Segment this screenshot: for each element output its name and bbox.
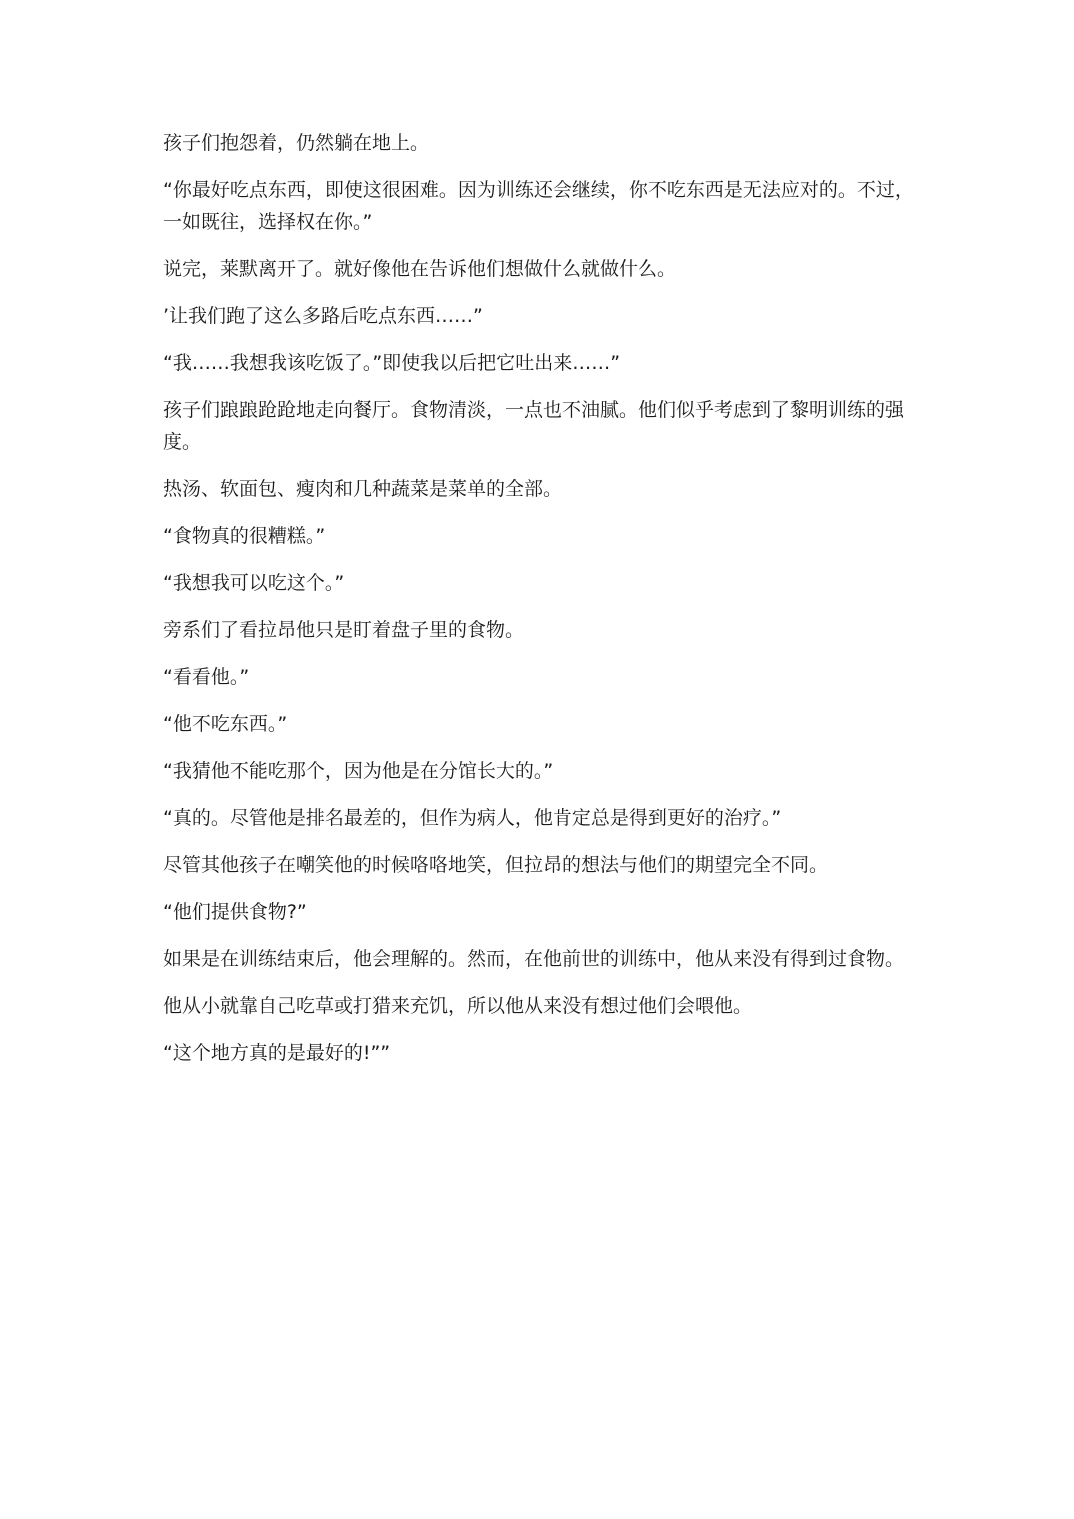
paragraph: “这个地方真的是最好的!”” [163,1042,391,1064]
paragraph: “看看他。” [163,666,250,688]
paragraph: 热汤、软面包、瘦肉和几种蔬菜是菜单的全部。 [163,478,563,500]
paragraph: “食物真的很糟糕。” [163,525,326,547]
paragraph: “我……我想我该吃饭了。”即使我以后把它吐出来……” [163,352,621,374]
paragraph: 尽管其他孩子在嘲笑他的时候咯咯地笑，但拉昂的想法与他们的期望完全不同。 [163,854,829,876]
paragraph: 孩子们抱怨着，仍然躺在地上。 [163,132,430,154]
paragraph: 如果是在训练结束后，他会理解的。然而，在他前世的训练中，他从来没有得到过食物。 [163,948,905,970]
paragraph: 旁系们了看拉昂他只是盯着盘子里的食物。 [163,619,525,641]
paragraph: “他不吃东西。” [163,713,288,735]
paragraph: 孩子们踉踉跄跄地走向餐厅。食物清淡，一点也不油腻。他们似乎考虑到了黎明训练的强度。 [163,399,905,453]
paragraph: “我猜他不能吃那个，因为他是在分馆长大的。” [163,760,554,782]
paragraph: 说完，莱默离开了。就好像他在告诉他们想做什么就做什么。 [163,258,677,280]
paragraph: 他从小就靠自己吃草或打猎来充饥，所以他从来没有想过他们会喂他。 [163,995,753,1017]
paragraph: “你最好吃点东西，即使这很困难。因为训练还会继续，你不吃东西是无法应对的。不过，一如既往，选择权在你。” [163,179,914,233]
paragraph: ’让我们跑了这么多路后吃点东西……” [163,305,483,327]
paragraph: “他们提供食物?” [163,901,307,923]
paragraph: “真的。尽管他是排名最差的，但作为病人，他肯定总是得到更好的治疗。” [163,807,782,829]
document-body [163,127,915,1084]
paragraph: “我想我可以吃这个。” [163,572,345,594]
